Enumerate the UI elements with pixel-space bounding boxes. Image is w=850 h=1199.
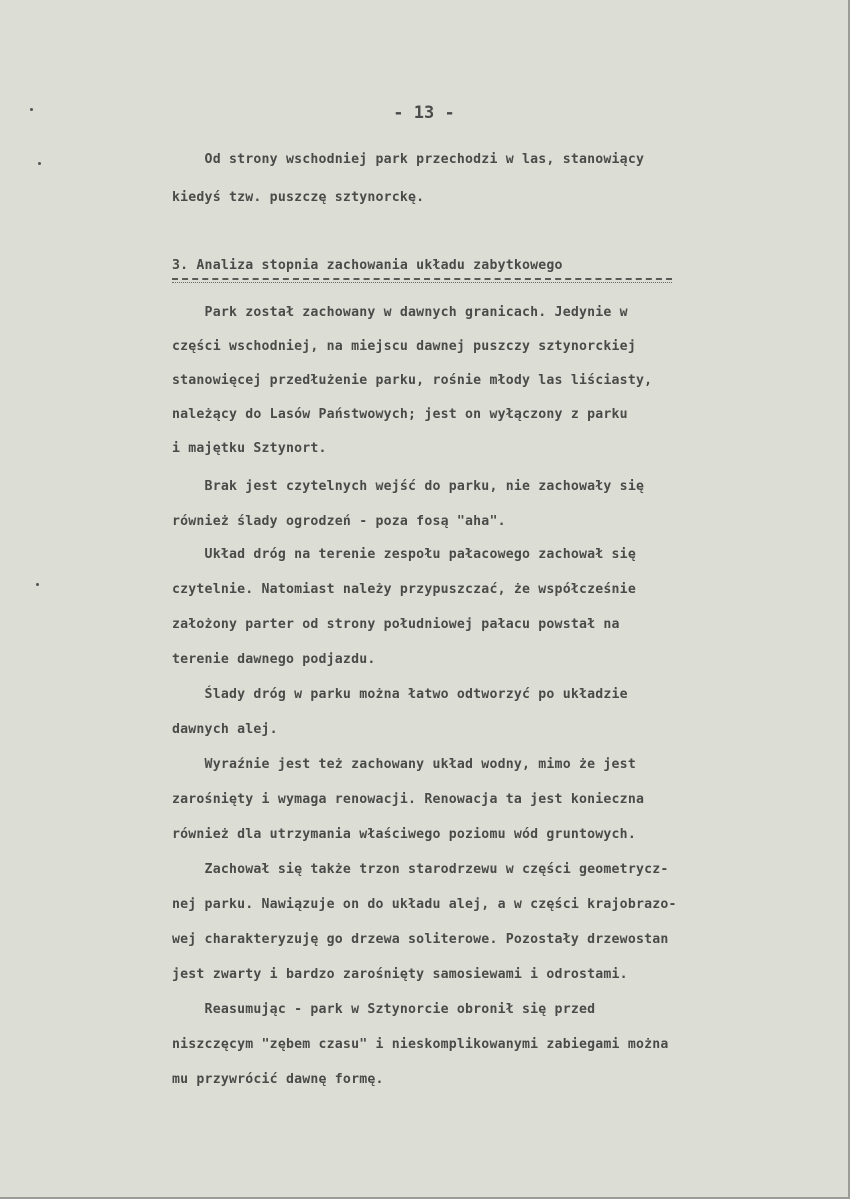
text-line: Od strony wschodniej park przechodzi w las, stanowiący: [172, 152, 645, 167]
text-line: niszczęcym "zębem czasu" i nieskomplikowanymi zabiegami można: [172, 1037, 669, 1052]
text-line: części wschodniej, na miejscu dawnej puszczy sztynorckiej: [172, 339, 636, 354]
text-line: czytelnie. Natomiast należy przypuszczać, że współcześnie: [172, 582, 636, 597]
body-text: [172, 305, 812, 1087]
text-line: dawnych alej.: [172, 722, 278, 737]
heading-text: 3. Analiza stopnia zachowania układu zabytkowego: [172, 258, 563, 273]
text-line: Brak jest czytelnych wejść do parku, nie zachowały się: [172, 479, 645, 494]
intro-paragraph: [172, 152, 812, 212]
page-number: - 13 -: [393, 103, 455, 123]
text-line: również ślady ogrodzeń - poza fosą "aha".: [172, 514, 506, 529]
text-line: nej parku. Nawiązuje on do układu alej, a w części krajobrazo-: [172, 897, 677, 912]
text-line: Reasumując - park w Sztynorcie obronił się przed: [172, 1002, 596, 1017]
text-line: i majętku Sztynort.: [172, 441, 327, 456]
text-line: należący do Lasów Państwowych; jest on wyłączony z parku: [172, 407, 628, 422]
text-line: zarośnięty i wymaga renowacji. Renowacja ta jest konieczna: [172, 792, 645, 807]
text-line: stanowięcej przedłużenie parku, rośnie młody las liściasty,: [172, 373, 653, 388]
heading-underline: [172, 278, 672, 280]
text-line: Układ dróg na terenie zespołu pałacowego zachował się: [172, 547, 636, 562]
text-line: jest zwarty i bardzo zarośnięty samosiewami i odrostami.: [172, 967, 628, 982]
scan-speck: [38, 162, 41, 165]
text-line: Zachował się także trzon starodrzewu w części geometrycz-: [172, 862, 669, 877]
heading-underline: [172, 282, 672, 283]
text-line: mu przywrócić dawnę formę.: [172, 1072, 384, 1087]
scan-speck: [30, 108, 33, 111]
text-line: również dla utrzymania właściwego poziomu wód gruntowych.: [172, 827, 636, 842]
text-line: kiedyś tzw. puszczę sztynorckę.: [172, 190, 425, 205]
text-line: terenie dawnego podjazdu.: [172, 652, 376, 667]
text-line: założony parter od strony południowej pałacu powstał na: [172, 617, 620, 632]
text-line: wej charakteryzuję go drzewa soliterowe. Pozostały drzewostan: [172, 932, 669, 947]
text-line: Ślady dróg w parku można łatwo odtworzyć po układzie: [172, 687, 628, 702]
scan-speck: [36, 583, 39, 586]
section-heading: [172, 258, 812, 303]
text-line: Park został zachowany w dawnych granicach. Jedynie w: [172, 305, 628, 320]
text-line: Wyraźnie jest też zachowany układ wodny, mimo że jest: [172, 757, 636, 772]
